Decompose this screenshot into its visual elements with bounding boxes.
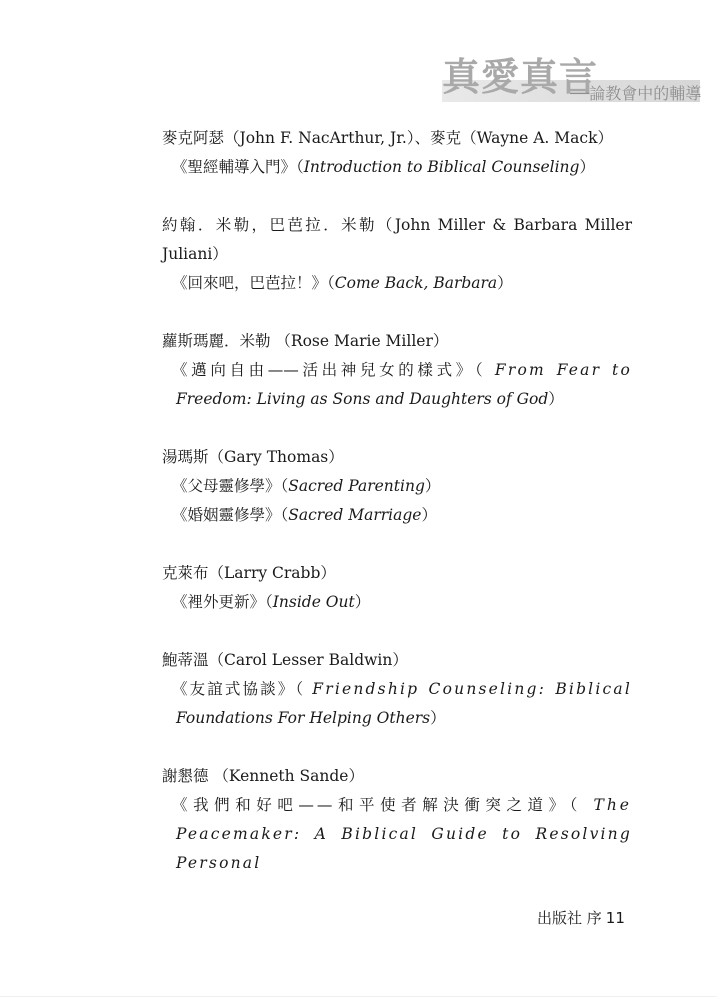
paren-close: ）	[421, 506, 437, 524]
paren-close: ）	[430, 709, 446, 727]
book-line-cont	[162, 704, 632, 733]
paren-close: ）	[354, 593, 371, 611]
page-number: 11	[605, 909, 625, 927]
list-item	[162, 443, 632, 530]
running-header	[442, 52, 704, 108]
book-title-zh: 《友誼式協談》（	[172, 680, 306, 698]
paren-close: ）	[579, 158, 595, 176]
author-line: 麥克阿瑟（John F. NacArthur, Jr.）、麥克（Wayne A. Mack）	[162, 129, 613, 147]
author-line: 謝懇德 （Kenneth Sande）	[162, 767, 364, 785]
list-item	[162, 211, 632, 298]
author-line: 湯瑪斯（Gary Thomas）	[162, 448, 344, 466]
list-item	[162, 327, 632, 414]
book-line-cont	[162, 385, 632, 414]
list-item	[162, 124, 632, 182]
paren-close: ）	[424, 477, 441, 495]
book-title-zh: 《父母靈修學》（	[172, 477, 289, 495]
author-line: Juliani）	[162, 245, 228, 263]
paren-close: ）	[548, 390, 564, 408]
book-line	[162, 153, 632, 182]
book-title-zh: 《婚姻靈修學》（	[172, 506, 289, 524]
book-title-en: Come Back, Barbara	[334, 274, 498, 292]
page-edge-divider	[0, 996, 717, 997]
book-title-zh: 《裡外更新》（	[172, 593, 273, 611]
author-line: 克萊布（Larry Crabb）	[162, 564, 336, 582]
book-title-en: The	[593, 796, 632, 814]
book-title-zh: 《回來吧，巴芭拉！》（	[172, 274, 335, 292]
book-line	[162, 472, 632, 501]
book-line	[162, 269, 632, 298]
book-title-en: Introduction to Biblical Counseling	[303, 158, 580, 176]
book-title-en: Friendship Counseling: Biblical	[312, 680, 632, 698]
book-line	[162, 675, 632, 704]
author-line: 鮑蒂溫（Carol Lesser Baldwin）	[162, 651, 408, 669]
book-line	[162, 356, 632, 385]
paren-close: ）	[497, 274, 513, 292]
book-title-en: Freedom: Living as Sons and Daughters of God	[176, 390, 549, 408]
footer-section: 出版社 序	[537, 909, 602, 927]
book-title-en: Inside Out	[272, 593, 355, 611]
book-title-zh: 《我們和好吧——和平使者解決衝突之道》（	[172, 796, 583, 814]
book-title-en: Sacred Parenting	[288, 477, 425, 495]
book-line	[162, 501, 632, 530]
list-item	[162, 646, 632, 733]
list-item	[162, 762, 632, 878]
book-title-zh: 《邁向自由——活出神兒女的樣式》（	[172, 361, 487, 379]
author-line: 蘿斯瑪麗．米勒 （Rose Marie Miller）	[162, 332, 449, 350]
author-line: 約翰．米勒，巴芭拉．米勒（John Miller & Barbara Miller	[162, 216, 632, 234]
book-title-en: Sacred Marriage	[288, 506, 422, 524]
book-line	[162, 791, 632, 820]
book-subtitle: ──論教會中的輔導	[570, 84, 702, 103]
book-title-en: Peacemaker: A Biblical Guide to Resolving Personal	[176, 825, 632, 872]
book-line	[162, 588, 632, 617]
book-line-cont	[162, 820, 632, 878]
book-title-en: Foundations For Helping Others	[176, 709, 431, 727]
bibliography-list	[162, 124, 632, 907]
book-title-zh: 《聖經輔導入門》（	[172, 158, 304, 176]
book-title-en: From Fear to	[494, 361, 632, 379]
page-footer	[537, 908, 637, 928]
book-title: 真愛真言	[442, 55, 599, 99]
list-item	[162, 559, 632, 617]
